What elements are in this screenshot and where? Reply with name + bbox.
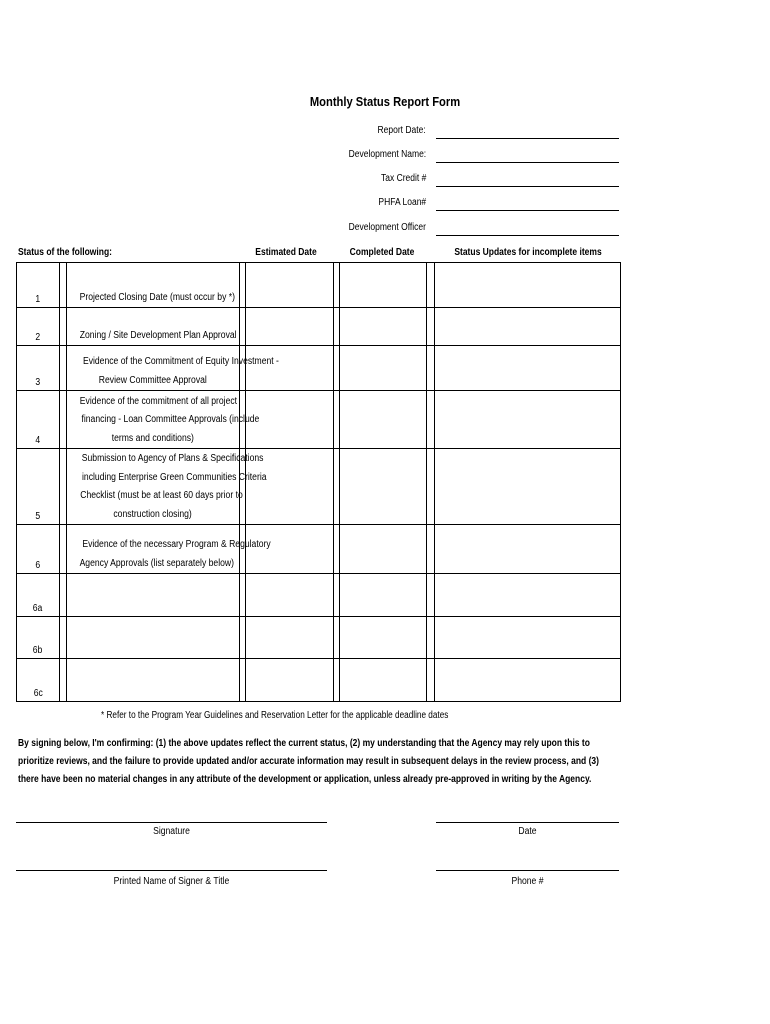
completed-date-cell[interactable] — [340, 574, 427, 617]
estimated-date-cell[interactable] — [246, 617, 334, 659]
tax-credit-label: Tax Credit # — [380, 173, 426, 184]
table-row — [17, 525, 621, 574]
estimated-date-cell[interactable] — [246, 659, 334, 702]
printed-name-label: Printed Name of Signer & Title — [113, 876, 230, 887]
table-row — [17, 574, 621, 617]
status-column-header: Status of the following: — [18, 247, 112, 258]
estimated-date-cell[interactable] — [246, 263, 334, 308]
table-row — [17, 346, 621, 391]
development-name-label: Development Name: — [348, 149, 426, 160]
row-number: 6b — [17, 617, 60, 659]
estimated-date-header: Estimated Date — [255, 247, 317, 258]
signature-line[interactable] — [16, 822, 327, 823]
status-update-cell[interactable] — [435, 391, 621, 449]
status-update-cell[interactable] — [435, 346, 621, 391]
row-number: 3 — [17, 346, 60, 391]
completed-date-cell[interactable] — [340, 308, 427, 346]
row-description[interactable] — [67, 617, 240, 659]
estimated-date-cell[interactable] — [246, 308, 334, 346]
phone-label: Phone # — [511, 876, 544, 887]
row-description: Submission to Agency of Plans & Specifications including Enterprise Green Communities Criteria Checklist (must be at least 60 days prior to construction closing) — [67, 449, 240, 525]
completed-date-cell[interactable] — [340, 659, 427, 702]
completed-date-header: Completed Date — [349, 247, 415, 258]
row-number: 4 — [17, 391, 60, 449]
completed-date-cell[interactable] — [340, 525, 427, 574]
deadline-footnote: * Refer to the Program Year Guidelines and Reservation Letter for the applicable deadline dates — [101, 710, 449, 721]
status-update-cell[interactable] — [435, 449, 621, 525]
completed-date-cell[interactable] — [340, 449, 427, 525]
status-updates-header: Status Updates for incomplete items — [454, 247, 602, 258]
phfa-loan-field[interactable] — [436, 210, 619, 211]
report-date-field[interactable] — [436, 138, 619, 139]
table-row — [17, 263, 621, 308]
page-title: Monthly Status Report Form — [309, 94, 461, 109]
estimated-date-cell[interactable] — [246, 574, 334, 617]
development-officer-label: Development Officer — [348, 222, 426, 233]
row-description[interactable] — [67, 659, 240, 702]
row-number: 1 — [17, 263, 60, 308]
status-table — [16, 262, 621, 702]
row-number: 5 — [17, 449, 60, 525]
row-description[interactable] — [67, 574, 240, 617]
tax-credit-field[interactable] — [436, 186, 619, 187]
table-row — [17, 391, 621, 449]
row-description: Evidence of the Commitment of Equity Investment - Review Committee Approval — [67, 346, 240, 391]
row-description: Evidence of the necessary Program & Regulatory Agency Approvals (list separately below) — [67, 525, 240, 574]
status-update-cell[interactable] — [435, 574, 621, 617]
phfa-loan-label: PHFA Loan# — [378, 197, 426, 208]
row-number: 6 — [17, 525, 60, 574]
printed-name-line[interactable] — [16, 870, 327, 871]
status-update-cell[interactable] — [435, 525, 621, 574]
status-update-cell[interactable] — [435, 308, 621, 346]
row-number: 6c — [17, 659, 60, 702]
completed-date-cell[interactable] — [340, 263, 427, 308]
completed-date-cell[interactable] — [340, 391, 427, 449]
development-officer-field[interactable] — [436, 235, 619, 236]
report-date-label: Report Date: — [377, 125, 426, 136]
status-update-cell[interactable] — [435, 263, 621, 308]
row-description: Projected Closing Date (must occur by *) — [67, 263, 240, 308]
table-row — [17, 659, 621, 702]
phone-line[interactable] — [436, 870, 619, 871]
row-number: 6a — [17, 574, 60, 617]
completed-date-cell[interactable] — [340, 346, 427, 391]
row-description: Evidence of the commitment of all project financing - Loan Committee Approvals (include terms and conditions) — [67, 391, 240, 449]
row-description: Zoning / Site Development Plan Approval — [67, 308, 240, 346]
development-name-field[interactable] — [436, 162, 619, 163]
date-label: Date — [518, 826, 537, 837]
date-line[interactable] — [436, 822, 619, 823]
signature-label: Signature — [153, 826, 190, 837]
table-row — [17, 617, 621, 659]
status-update-cell[interactable] — [435, 659, 621, 702]
certification-statement: By signing below, I'm confirming: (1) the above updates reflect the current status, (2) my understanding that the Agency may rely upon this to prioritize reviews, and the failure to provide updated and/or accurate information may result in subsequent delays in the review process, and (3) there have been no material changes in any attribute of the development or application, unless already pre-approved in writing by the Agency. — [18, 738, 599, 785]
status-update-cell[interactable] — [435, 617, 621, 659]
table-row — [17, 308, 621, 346]
row-number: 2 — [17, 308, 60, 346]
table-row — [17, 449, 621, 525]
completed-date-cell[interactable] — [340, 617, 427, 659]
